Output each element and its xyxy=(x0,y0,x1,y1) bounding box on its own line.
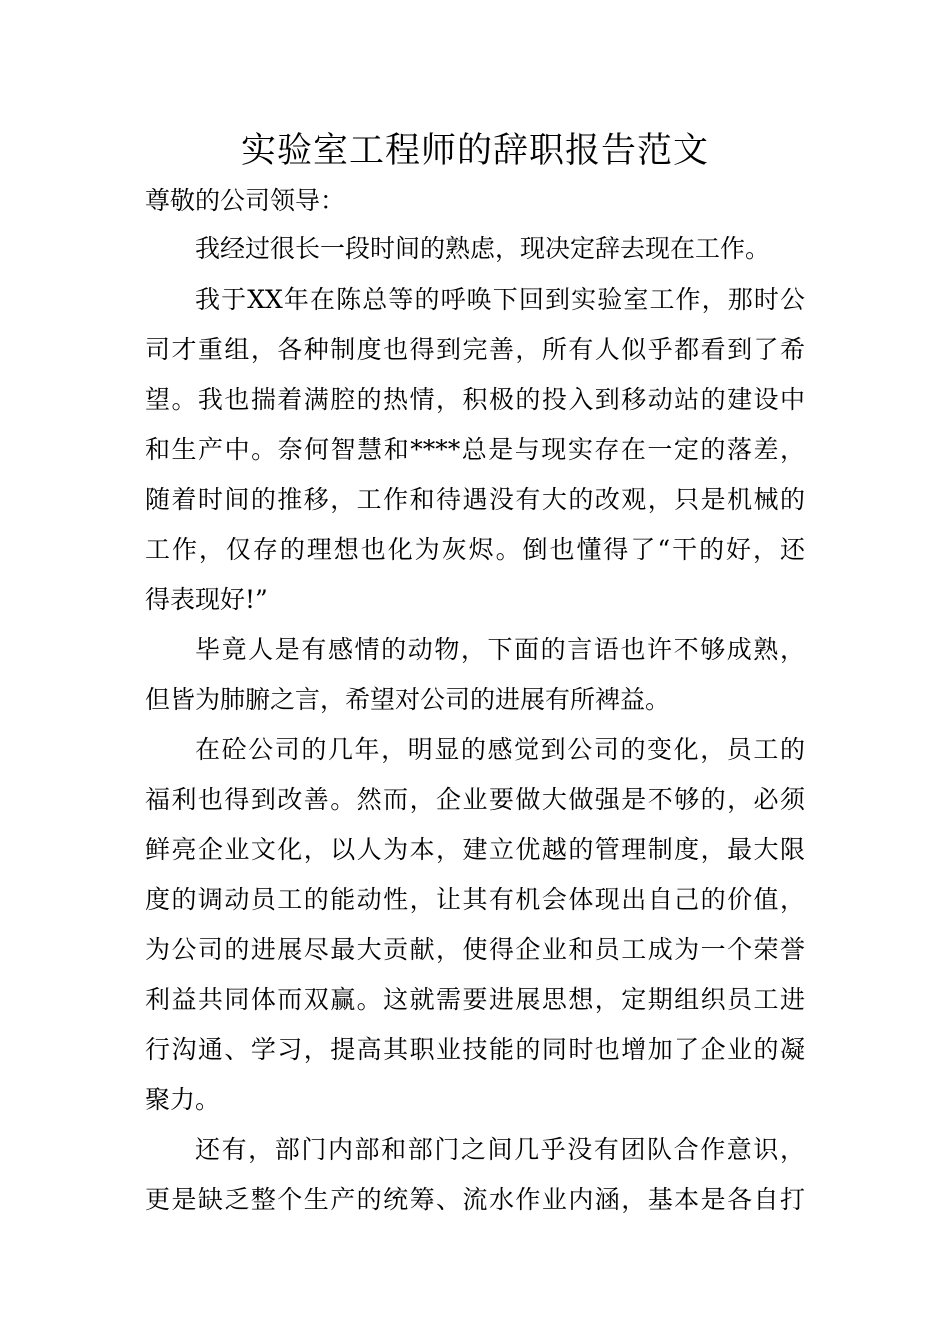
paragraph-line: 和生产中。奈何智慧和****总是与现实存在一定的落差， xyxy=(145,435,805,464)
paragraph-line: 我于XX年在陈总等的呼唤下回到实验室工作，那时公 xyxy=(195,285,805,314)
paragraph-line: 得表现好!” xyxy=(145,585,268,614)
paragraph-line: 望。我也揣着满腔的热情，积极的投入到移动站的建设中 xyxy=(145,385,805,414)
paragraph-line: 司才重组，各种制度也得到完善，所有人似乎都看到了希 xyxy=(145,335,805,364)
paragraph-line: 工作，仅存的理想也化为灰烬。倒也懂得了“干的好，还 xyxy=(145,535,805,564)
paragraph-line: 利益共同体而双赢。这就需要进展思想，定期组织员工进 xyxy=(145,985,805,1014)
paragraph-line: 随着时间的推移，工作和待遇没有大的改观，只是机械的 xyxy=(145,485,805,514)
paragraph-line: 更是缺乏整个生产的统筹、流水作业内涵，基本是各自打 xyxy=(145,1185,805,1214)
paragraph-line: 鲜亮企业文化，以人为本，建立优越的管理制度，最大限 xyxy=(145,835,805,864)
paragraph-line: 还有，部门内部和部门之间几乎没有团队合作意识， xyxy=(195,1135,805,1164)
paragraph-line: 福利也得到改善。然而，企业要做大做强是不够的，必须 xyxy=(145,785,805,814)
paragraph-line: 为公司的进展尽最大贡献，使得企业和员工成为一个荣誉 xyxy=(145,935,805,964)
paragraph-line: 度的调动员工的能动性，让其有机会体现出自己的价值， xyxy=(145,885,805,914)
paragraph-line: 我经过很长一段时间的熟虑，现决定辞去现在工作。 xyxy=(195,234,771,263)
paragraph-line: 行沟通、学习，提高其职业技能的同时也增加了企业的凝 xyxy=(145,1035,805,1064)
paragraph-line: 在砼公司的几年，明显的感觉到公司的变化，员工的 xyxy=(195,735,805,764)
paragraph-line: 毕竟人是有感情的动物，下面的言语也许不够成熟， xyxy=(195,635,805,664)
paragraph-line: 聚力。 xyxy=(145,1085,221,1114)
salutation: 尊敬的公司领导： xyxy=(145,186,346,215)
document-title: 实验室工程师的辞职报告范文 xyxy=(240,131,709,171)
paragraph-line: 但皆为肺腑之言，希望对公司的进展有所裨益。 xyxy=(145,685,671,714)
